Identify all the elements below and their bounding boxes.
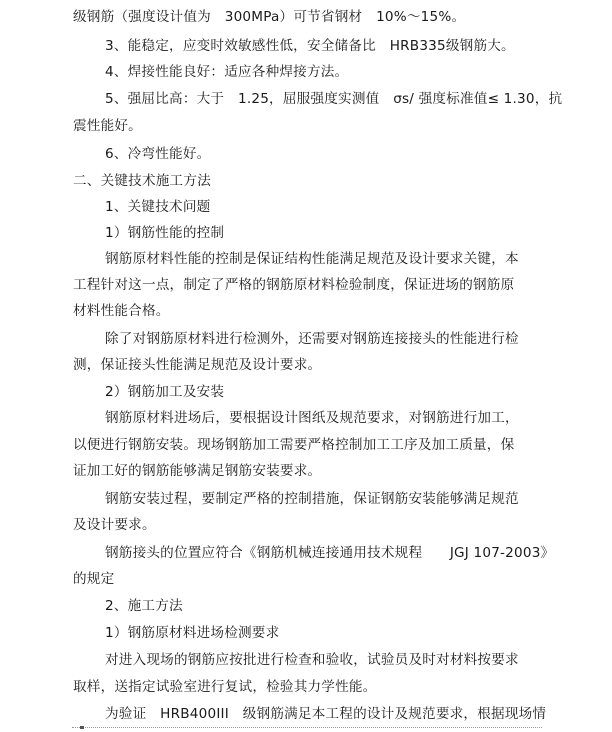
text-line: 对进入现场的钢筋应按批进行检查和验收，试验员及时对材料按要求 [105,652,519,668]
text-line: 证加工好的钢筋能够满足钢筋安装要求。 [73,463,322,479]
text-line: 测，保证接头性能满足规范及设计要求。 [73,357,322,373]
text-line: 钢筋原材料性能的控制是保证结构性能满足规范及设计要求关键，本 [105,251,519,267]
subsection-heading: 1）钢筋性能的控制 [105,225,225,241]
text-line: 3、能稳定，应变时效敏感性低，安全储备比 HRB335级钢筋大。 [105,38,515,54]
text-line: 的规定 [73,571,115,587]
text-line: 震性能好。 [73,118,142,134]
text-line: 4、焊接性能良好：适应各种焊接方法。 [105,64,349,80]
subsection-heading: 2）钢筋加工及安装 [105,384,225,400]
text-line: 以便进行钢筋安装。现场钢筋加工需要严格控制加工工序及加工质量，保 [73,437,515,453]
text-line: 钢筋接头的位置应符合《钢筋机械连接通用技术规程 JGJ 107-2003》 [105,545,555,561]
page-corner-mark [80,726,84,729]
subsection-heading: 1）钢筋原材料进场检测要求 [105,625,280,641]
text-line: 除了对钢筋原材料进行检测外，还需要对钢筋连接接头的性能进行检 [105,331,519,347]
text-line: 6、冷弯性能好。 [105,146,211,162]
text-line: 为验证 HRB400III 级钢筋满足本工程的设计及规范要求，根据现场情 [105,706,547,722]
section-heading: 二、关键技术施工方法 [73,173,211,189]
text-line: 级钢筋（强度设计值为 300MPa）可节省钢材 10%～15%。 [73,9,466,25]
text-line: 钢筋原材料进场后，要根据设计图纸及规范要求，对钢筋进行加工， [105,410,519,426]
text-line: 取样，送指定试验室进行复试，检验其力学性能。 [73,679,377,695]
text-line: 及设计要求。 [73,517,156,533]
text-line: 钢筋安装过程，要制定严格的控制措施，保证钢筋安装能够满足规范 [105,491,519,507]
text-line: 5、强屈比高：大于 1.25，屈服强度实测值 σs/ 强度标准值≤ 1.30，抗 [105,91,563,107]
text-line: 材料性能合格。 [73,303,170,319]
text-line: 工程针对这一点，制定了严格的钢筋原材料检验制度，保证进场的钢筋原 [73,277,515,293]
page-bottom-rule [72,727,542,728]
subsection-heading: 1、关键技术问题 [105,199,211,215]
subsection-heading: 2、施工方法 [105,598,183,614]
